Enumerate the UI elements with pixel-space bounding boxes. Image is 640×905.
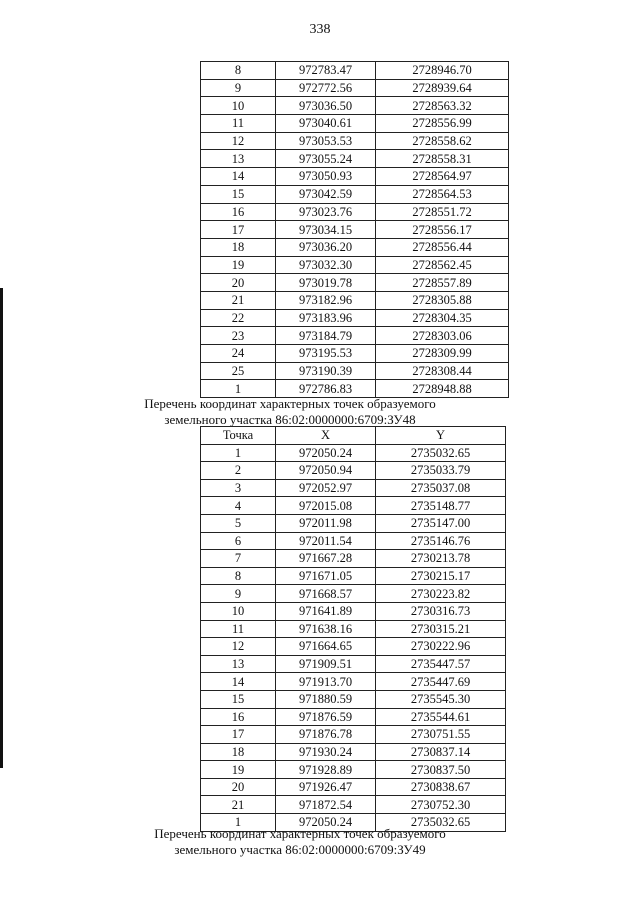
table-row [201,638,506,656]
table-row [201,585,506,603]
cell-point: 13 [201,655,276,673]
cell-y: 2730752.30 [376,796,506,814]
cell-x: 971880.59 [276,690,376,708]
cell-point: 8 [201,567,276,585]
cell-point: 9 [201,79,276,97]
cell-y: 2735147.00 [376,514,506,532]
cell-x: 971872.54 [276,796,376,814]
cell-point: 19 [201,761,276,779]
cell-x: 971909.51 [276,655,376,673]
cell-point: 19 [201,256,276,274]
caption-zu48 [0,396,610,428]
table-row [201,796,506,814]
header-x: X [276,427,376,445]
table-row [201,567,506,585]
cell-x: 971667.28 [276,550,376,568]
cell-point: 4 [201,497,276,515]
table-row [201,274,509,292]
cell-point: 14 [201,168,276,186]
coordinates-table-continued [200,61,509,398]
cell-y: 2730316.73 [376,602,506,620]
cell-point: 21 [201,291,276,309]
cell-x: 971668.57 [276,585,376,603]
cell-y: 2728551.72 [376,203,509,221]
table-row [201,602,506,620]
caption-zu49-line2: земельного участка 86:02:0000000:6709:ЗУ49 [174,842,426,857]
table-row [201,185,509,203]
cell-y: 2730751.55 [376,726,506,744]
table-row [201,221,509,239]
header-point: Точка [201,427,276,445]
table-row [201,673,506,691]
caption-zu48-line2: земельного участка 86:02:0000000:6709:ЗУ48 [164,412,416,427]
table-row [201,479,506,497]
cell-point: 24 [201,345,276,363]
cell-x: 973040.61 [276,115,376,133]
cell-point: 16 [201,708,276,726]
cell-x: 971930.24 [276,743,376,761]
cell-x: 973184.79 [276,327,376,345]
cell-y: 2735033.79 [376,462,506,480]
page-number: 338 [309,22,331,37]
cell-x: 973050.93 [276,168,376,186]
scan-edge-mark [0,288,3,768]
cell-point: 20 [201,778,276,796]
cell-x: 973023.76 [276,203,376,221]
cell-x: 971638.16 [276,620,376,638]
cell-x: 972015.08 [276,497,376,515]
cell-y: 2728563.32 [376,97,509,115]
table-row [201,256,509,274]
cell-point: 8 [201,62,276,80]
cell-x: 973036.20 [276,238,376,256]
cell-x: 972772.56 [276,79,376,97]
cell-y: 2728556.44 [376,238,509,256]
cell-point: 14 [201,673,276,691]
cell-point: 23 [201,327,276,345]
cell-y: 2730215.17 [376,567,506,585]
cell-y: 2728948.88 [376,380,509,398]
table-row [201,444,506,462]
cell-point: 22 [201,309,276,327]
cell-point: 21 [201,796,276,814]
cell-x: 972011.98 [276,514,376,532]
cell-point: 10 [201,97,276,115]
table-row [201,238,509,256]
cell-x: 973195.53 [276,345,376,363]
cell-x: 972050.94 [276,462,376,480]
caption-zu49-line1: Перечень координат характерных точек образуемого [154,826,446,841]
cell-x: 973019.78 [276,274,376,292]
cell-point: 18 [201,743,276,761]
table-row [201,150,509,168]
cell-y: 2730838.67 [376,778,506,796]
table-row [201,726,506,744]
cell-x: 972783.47 [276,62,376,80]
coordinates-table-zu48 [200,426,506,832]
table-row [201,708,506,726]
cell-point: 17 [201,221,276,239]
cell-x: 973055.24 [276,150,376,168]
cell-point: 5 [201,514,276,532]
table-row [201,532,506,550]
cell-x: 972052.97 [276,479,376,497]
table-row [201,620,506,638]
table-row [201,309,509,327]
cell-point: 7 [201,550,276,568]
cell-x: 973190.39 [276,362,376,380]
cell-x: 973032.30 [276,256,376,274]
cell-x: 973182.96 [276,291,376,309]
cell-point: 1 [201,814,276,832]
cell-y: 2728308.44 [376,362,509,380]
cell-x: 971671.05 [276,567,376,585]
cell-point: 1 [201,380,276,398]
cell-y: 2728558.31 [376,150,509,168]
cell-y: 2730213.78 [376,550,506,568]
cell-point: 11 [201,620,276,638]
cell-point: 12 [201,638,276,656]
cell-x: 973034.15 [276,221,376,239]
table-row [201,203,509,221]
cell-x: 971926.47 [276,778,376,796]
cell-y: 2728946.70 [376,62,509,80]
cell-x: 973183.96 [276,309,376,327]
cell-y: 2730222.96 [376,638,506,656]
cell-x: 972786.83 [276,380,376,398]
cell-y: 2730223.82 [376,585,506,603]
cell-y: 2728556.99 [376,115,509,133]
header-y: Y [376,427,506,445]
cell-y: 2735037.08 [376,479,506,497]
cell-x: 973053.53 [276,132,376,150]
cell-point: 11 [201,115,276,133]
cell-point: 9 [201,585,276,603]
cell-y: 2728303.06 [376,327,509,345]
table-row [201,655,506,673]
cell-y: 2735545.30 [376,690,506,708]
cell-point: 16 [201,203,276,221]
cell-y: 2728304.35 [376,309,509,327]
cell-point: 15 [201,185,276,203]
cell-y: 2735447.69 [376,673,506,691]
cell-point: 6 [201,532,276,550]
table-row [201,690,506,708]
cell-y: 2735032.65 [376,444,506,462]
table-row [201,132,509,150]
cell-point: 10 [201,602,276,620]
table-row [201,115,509,133]
cell-x: 972011.54 [276,532,376,550]
cell-point: 12 [201,132,276,150]
table-row [201,345,509,363]
cell-x: 971876.59 [276,708,376,726]
cell-y: 2735447.57 [376,655,506,673]
table-row [201,362,509,380]
table-row [201,79,509,97]
caption-zu49 [0,826,620,858]
cell-x: 973036.50 [276,97,376,115]
cell-x: 971641.89 [276,602,376,620]
cell-x: 971928.89 [276,761,376,779]
cell-y: 2735148.77 [376,497,506,515]
cell-x: 972050.24 [276,444,376,462]
cell-point: 17 [201,726,276,744]
cell-y: 2728564.97 [376,168,509,186]
cell-x: 971913.70 [276,673,376,691]
table-row [201,497,506,515]
cell-y: 2730837.14 [376,743,506,761]
table-row [201,380,509,398]
table-row [201,62,509,80]
cell-y: 2728556.17 [376,221,509,239]
cell-point: 1 [201,444,276,462]
table-row [201,778,506,796]
table-row [201,743,506,761]
table-row [201,550,506,568]
cell-y: 2735032.65 [376,814,506,832]
cell-y: 2728564.53 [376,185,509,203]
cell-point: 2 [201,462,276,480]
cell-x: 973042.59 [276,185,376,203]
cell-y: 2735146.76 [376,532,506,550]
table-row [201,97,509,115]
table-row [201,168,509,186]
caption-zu48-line1: Перечень координат характерных точек образуемого [144,396,436,411]
cell-point: 3 [201,479,276,497]
cell-y: 2730315.21 [376,620,506,638]
table-row [201,514,506,532]
cell-x: 971664.65 [276,638,376,656]
cell-point: 25 [201,362,276,380]
table-row [201,761,506,779]
cell-point: 15 [201,690,276,708]
cell-x: 972050.24 [276,814,376,832]
table-row [201,291,509,309]
cell-point: 20 [201,274,276,292]
cell-y: 2728558.62 [376,132,509,150]
cell-y: 2730837.50 [376,761,506,779]
cell-y: 2728939.64 [376,79,509,97]
table-row [201,327,509,345]
cell-y: 2728309.99 [376,345,509,363]
cell-x: 971876.78 [276,726,376,744]
table-row [201,462,506,480]
cell-y: 2728305.88 [376,291,509,309]
cell-y: 2735544.61 [376,708,506,726]
cell-y: 2728557.89 [376,274,509,292]
table-header-row [201,427,506,445]
cell-point: 13 [201,150,276,168]
cell-y: 2728562.45 [376,256,509,274]
cell-point: 18 [201,238,276,256]
